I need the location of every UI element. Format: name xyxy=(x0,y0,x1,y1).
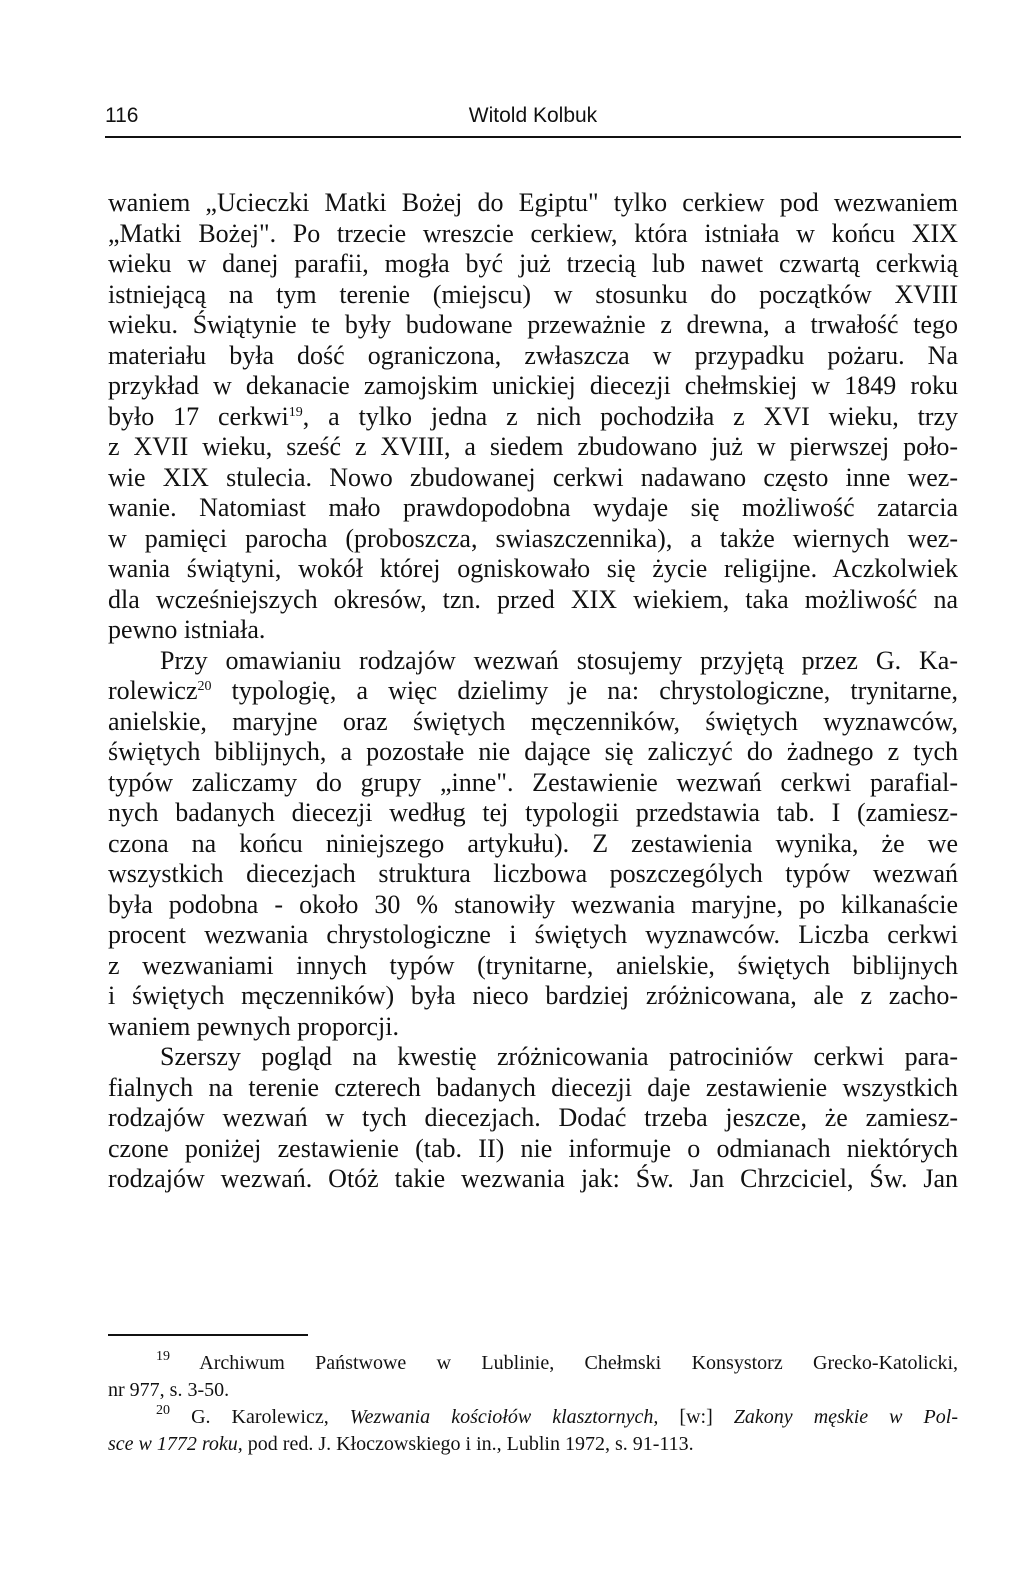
text-line: wie XIX stulecia. Nowo zbudowanej cerkwi nadawano często inne wez- xyxy=(108,462,958,492)
footnote-title: Zakony męskie w Pol- xyxy=(733,1406,958,1428)
text-segment: było 17 cerkwi xyxy=(108,401,289,431)
page-header xyxy=(105,104,961,136)
text-line: procent wezwania chrystologiczne i świętych wyznawców. Liczba cerkwi xyxy=(108,920,958,949)
footnote-20-cont xyxy=(108,1431,958,1458)
text-line: Przy omawianiu rodzajów wezwań stosujemy przyjętą przez G. Ka- xyxy=(160,645,958,675)
footnote-rule xyxy=(108,1334,308,1336)
footnote-text: Archiwum Państwowe w Lublinie, Chełmski Konsystorz Grecko-Katolicki, xyxy=(199,1352,958,1374)
text-segment: typologię, a więc dzielimy je na: chrystologiczne, trynitarne, xyxy=(211,676,958,705)
text-line: z wezwaniami innych typów (trynitarne, anielskie, świętych biblijnych xyxy=(108,950,958,980)
text-line: „Matki Bożej". Po trzecie wreszcie cerkiew, która istniała w końcu XIX xyxy=(108,218,958,248)
text-line: typów zaliczamy do grupy „inne". Zestawienie wezwań cerkwi parafial- xyxy=(108,767,958,797)
footnote-text: [w:] xyxy=(658,1406,734,1428)
text-line: świętych biblijnych, a pozostałe nie dające się zaliczyć do żadnego z tych xyxy=(108,737,958,766)
text-line: z XVII wieku, sześć z XVIII, a siedem zbudowano już w pierwszej poło- xyxy=(108,432,958,461)
text-line: i świętych męczenników) była nieco bardziej zróżnicowana, ale z zacho- xyxy=(108,981,958,1010)
footnote-text: G. Karolewicz, xyxy=(191,1406,350,1428)
text-line: wieku. Świątynie te były budowane przeważnie z drewna, a trwałość tego xyxy=(108,310,958,339)
text-line: przykład w dekanacie zamojskim unickiej diecezji chełmskiej w 1849 roku xyxy=(108,371,958,400)
text-line: wanie. Natomiast mało prawdopodobna wydaje się możliwość zatarcia xyxy=(108,493,958,522)
body-text xyxy=(108,188,958,1195)
footnote-ref-19: 19 xyxy=(288,404,303,420)
footnote-ref-20: 20 xyxy=(197,679,212,694)
text-line: rodzajów wezwań w tych diecezjach. Dodać trzeba jeszcze, że zamiesz- xyxy=(108,1103,958,1132)
text-line: istniejącą na tym terenie (miejscu) w stosunku do początków XVIII xyxy=(108,279,958,309)
text-segment: rolewicz xyxy=(108,676,198,705)
footnote-19 xyxy=(108,1350,958,1377)
text-line: anielskie, maryjne oraz świętych męczenników, świętych wyznawców, xyxy=(108,706,958,736)
text-line: wieku w danej parafii, mogła być już trzecią lub nawet czwartą cerkwią xyxy=(108,249,958,278)
text-line: rodzajów wezwań. Otóż takie wezwania jak: Św. Jan Chrzciciel, Św. Jan xyxy=(108,1164,958,1193)
text-line: nych badanych diecezji według tej typologii przedstawia tab. I (zamiesz- xyxy=(108,798,958,827)
text-line: Szerszy pogląd na kwestię zróżnicowania patrociniów cerkwi para- xyxy=(160,1042,958,1071)
text-line: czona na końcu niniejszego artykułu). Z zestawienia wynika, że we xyxy=(108,828,958,858)
text-line: w pamięci parocha (proboszcza, swiaszczennika), a także wiernych wez- xyxy=(108,523,958,553)
footnote-text: pod red. J. Kłoczowskiego i in., Lublin 1972, s. 91-113. xyxy=(242,1433,694,1455)
footnotes xyxy=(108,1350,958,1458)
footnote-title: sce w 1772 roku, xyxy=(108,1433,243,1455)
text-line: waniem pewnych proporcji. xyxy=(108,1011,399,1041)
text-line xyxy=(108,676,958,707)
text-line: pewno istniała. xyxy=(108,615,266,644)
text-line: dla wcześniejszych okresów, tzn. przed XIX wiekiem, taka możliwość na xyxy=(108,584,958,614)
text-line xyxy=(108,402,958,433)
text-line: była podobna - około 30 % stanowiły wezwania maryjne, po kilkanaście xyxy=(108,889,958,919)
text-line: fialnych na terenie czterech badanych diecezji daje zestawienie wszystkich xyxy=(108,1072,958,1102)
text-line: czone poniżej zestawienie (tab. II) nie informuje o odmianach niektórych xyxy=(108,1133,958,1163)
footnote-20 xyxy=(108,1404,958,1431)
footnote-title: Wezwania kościołów klasztornych, xyxy=(349,1406,659,1428)
footnote-mark: 20 xyxy=(156,1403,170,1418)
text-segment: , a tylko jedna z nich pochodziła z XVI wieku, trzy xyxy=(302,401,959,431)
text-line: wszystkich diecezjach struktura liczbowa poszczególych typów wezwań xyxy=(108,859,958,888)
running-head-author: Witold Kolbuk xyxy=(468,104,598,127)
footnote-19-cont: nr 977, s. 3-50. xyxy=(108,1379,230,1401)
text-line: materiału była dość ograniczona, zwłaszcza w przypadku pożaru. Na xyxy=(108,340,958,370)
text-line: wania świątyni, wokół której ogniskowało się życie religijne. Aczkolwiek xyxy=(108,554,958,583)
page-number: 116 xyxy=(105,104,139,127)
header-rule xyxy=(105,136,961,138)
footnote-mark: 19 xyxy=(156,1349,170,1364)
text-line: waniem „Ucieczki Matki Bożej do Egiptu" tylko cerkiew pod wezwaniem xyxy=(108,188,958,217)
